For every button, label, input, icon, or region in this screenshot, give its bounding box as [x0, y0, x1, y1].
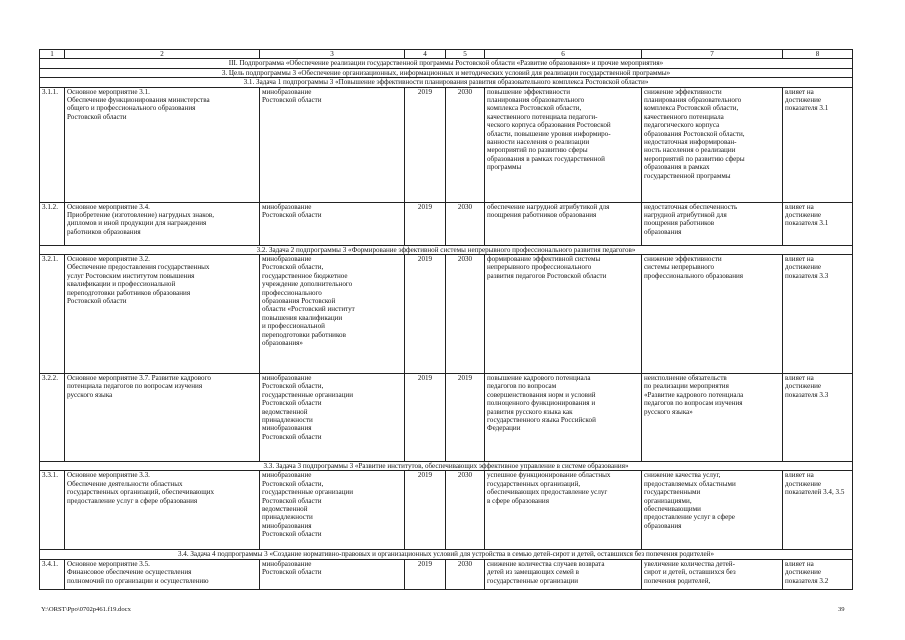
- executor-cell: минобразование Ростовской области, государственные организации Ростовской области ведомственной принадлежности минобразования Ростовской области: [260, 471, 405, 550]
- section-heading-row: [40, 245, 853, 254]
- consequences-cell: неисполнение обязательств по реализации мероприятия «Развитие кадрового потенциала педагогов по вопросам изучения русского языка»: [642, 374, 783, 462]
- executor-cell: минобразование Ростовской области, государственные организации Ростовской области ведомственной принадлежности минобразования Ростовской области: [260, 374, 405, 462]
- indicator-link-cell: влияет на достижение показателя 3.1: [783, 202, 853, 245]
- section-heading: 3.3. Задача 3 подпрограммы 3 «Развитие институтов, обеспечивающих эффективное управление в системе образования»: [40, 462, 853, 471]
- consequences-cell: снижение эффективности системы непрерывного профессионального образования: [642, 255, 783, 374]
- table-row: [40, 374, 853, 462]
- table-row: [40, 471, 853, 550]
- section-heading-row: [40, 68, 853, 77]
- end-year-cell: 2030: [446, 255, 485, 374]
- column-number-cell: 8: [783, 50, 853, 59]
- start-year-cell: 2019: [405, 471, 446, 550]
- measure-name-cell: Основное мероприятие 3.7. Развитие кадрового потенциала педагогов по вопросам изучения русского языка: [65, 374, 260, 462]
- column-number-cell: 4: [405, 50, 446, 59]
- column-number-cell: 5: [446, 50, 485, 59]
- table-body: [40, 50, 853, 590]
- consequences-cell: снижение качества услуг, предоставляемых областными государственными организациями, обеспечивающими предоставление услуг в сфере образования: [642, 471, 783, 550]
- column-number-cell: 1: [40, 50, 65, 59]
- measure-name-cell: Основное мероприятие 3.3. Обеспечение деятельности областных государственных организаций, обеспечивающих предоставление услуг в сфере образования: [65, 471, 260, 550]
- executor-cell: минобразование Ростовской области: [260, 87, 405, 202]
- end-year-cell: 2030: [446, 202, 485, 245]
- section-heading: 3.4. Задача 4 подпрограммы 3 «Создание нормативно-правовых и организационных условий для устройства в семью детей-сирот и детей, оставшихся без попечения родителей»: [40, 550, 853, 559]
- section-heading-row: [40, 462, 853, 471]
- expected-result-cell: успешное функционирование областных государственных организаций, обеспечивающих предоставление услуг в сфере образования: [485, 471, 642, 550]
- end-year-cell: 2019: [446, 374, 485, 462]
- measure-name-cell: Основное мероприятие 3.1. Обеспечение функционирования министерства общего и профессионального образования Ростовской области: [65, 87, 260, 202]
- executor-cell: минобразование Ростовской области: [260, 202, 405, 245]
- column-number-row: [40, 50, 853, 59]
- start-year-cell: 2019: [405, 87, 446, 202]
- executor-cell: минобразование Ростовской области: [260, 559, 405, 589]
- section-heading: 3. Цель подпрограммы 3 «Обеспечение организационных, информационных и методических условий для реализации государственной программы»: [40, 68, 853, 77]
- page-number: 39: [838, 606, 845, 613]
- item-number-cell: 3.3.1.: [40, 471, 65, 550]
- section-heading: 3.2. Задача 2 подпрограммы 3 «Формирование эффективной системы непрерывного профессионального развития педагогов»: [40, 245, 853, 254]
- column-number-cell: 7: [642, 50, 783, 59]
- consequences-cell: увеличение количества детей- сирот и детей, оставшихся без попечения родителей,: [642, 559, 783, 589]
- end-year-cell: 2030: [446, 87, 485, 202]
- end-year-cell: 2030: [446, 559, 485, 589]
- indicator-link-cell: влияет на достижение показателей 3.4, 3.5: [783, 471, 853, 550]
- start-year-cell: 2019: [405, 559, 446, 589]
- indicator-link-cell: влияет на достижение показателя 3.1: [783, 87, 853, 202]
- item-number-cell: 3.1.1.: [40, 87, 65, 202]
- measures-table: [39, 49, 853, 590]
- column-number-cell: 2: [65, 50, 260, 59]
- item-number-cell: 3.2.1.: [40, 255, 65, 374]
- indicator-link-cell: влияет на достижение показателя 3.3: [783, 255, 853, 374]
- table-row: [40, 202, 853, 245]
- end-year-cell: 2030: [446, 471, 485, 550]
- section-heading-row: [40, 78, 853, 87]
- measure-name-cell: Основное мероприятие 3.5. Финансовое обеспечение осуществления полномочий по организации и осуществлению: [65, 559, 260, 589]
- document-table-container: [39, 49, 852, 590]
- measure-name-cell: Основное мероприятие 3.4. Приобретение (изготовление) нагрудных знаков, дипломов и иной продукции для награждения работников образования: [65, 202, 260, 245]
- table-row: [40, 255, 853, 374]
- expected-result-cell: формирование эффективной системы непрерывного профессионального развития педагогов Ростовской области: [485, 255, 642, 374]
- indicator-link-cell: влияет на достижение показателя 3.3: [783, 374, 853, 462]
- start-year-cell: 2019: [405, 255, 446, 374]
- column-number-cell: 3: [260, 50, 405, 59]
- table-row: [40, 87, 853, 202]
- consequences-cell: недостаточная обеспеченность нагрудной атрибутикой для поощрения работников образования: [642, 202, 783, 245]
- expected-result-cell: снижение количества случаев возврата детей из замещающих семей в государственные организации: [485, 559, 642, 589]
- expected-result-cell: повышение кадрового потенциала педагогов по вопросам совершенствования норм и условий полноценного функционирования и развития русского языка как государственного языка Российской Федерации: [485, 374, 642, 462]
- start-year-cell: 2019: [405, 202, 446, 245]
- section-heading: III. Подпрограмма «Обеспечение реализации государственной программы Ростовской области «Развитие образования» и прочие мероприятия»: [40, 59, 853, 68]
- section-heading: 3.1. Задача 1 подпрограммы 3 «Повышение эффективности планирования развития образовательного комплекса Ростовской области»: [40, 78, 853, 87]
- item-number-cell: 3.4.1.: [40, 559, 65, 589]
- expected-result-cell: повышение эффективности планирования образовательного комплекса Ростовской области, качественного потенциала педагоги- ческого корпуса образования Ростовской области, повышение уровня информиро- ванности населения о реализации мероприятий по развитию сферы образования в рамках государственной программы: [485, 87, 642, 202]
- section-heading-row: [40, 59, 853, 68]
- item-number-cell: 3.1.2.: [40, 202, 65, 245]
- measure-name-cell: Основное мероприятие 3.2. Обеспечение предоставления государственных услуг Ростовским институтом повышения квалификации и профессиональной переподготовки работников образования Ростовской области: [65, 255, 260, 374]
- section-heading-row: [40, 550, 853, 559]
- table-row: [40, 559, 853, 589]
- executor-cell: минобразование Ростовской области, государственное бюджетное учреждение дополнительного профессионального образования Ростовской области «Ростовский институт повышения квалификации и профессиональной переподготовки работников образования»: [260, 255, 405, 374]
- expected-result-cell: обеспечение нагрудной атрибутикой для поощрения работников образования: [485, 202, 642, 245]
- consequences-cell: снижение эффективности планирования образовательного комплекса Ростовской области, качественного потенциала педагогического корпуса образования Ростовской области, недостаточная информирован- ность населения о реализации мероприятий по развитию сферы образования в рамках государственной программы: [642, 87, 783, 202]
- start-year-cell: 2019: [405, 374, 446, 462]
- footer-file-path: Y:\ORST\Ppo\0702p461.f19.docx: [41, 606, 131, 613]
- column-number-cell: 6: [485, 50, 642, 59]
- indicator-link-cell: влияет на достижение показателя 3.2: [783, 559, 853, 589]
- item-number-cell: 3.2.2.: [40, 374, 65, 462]
